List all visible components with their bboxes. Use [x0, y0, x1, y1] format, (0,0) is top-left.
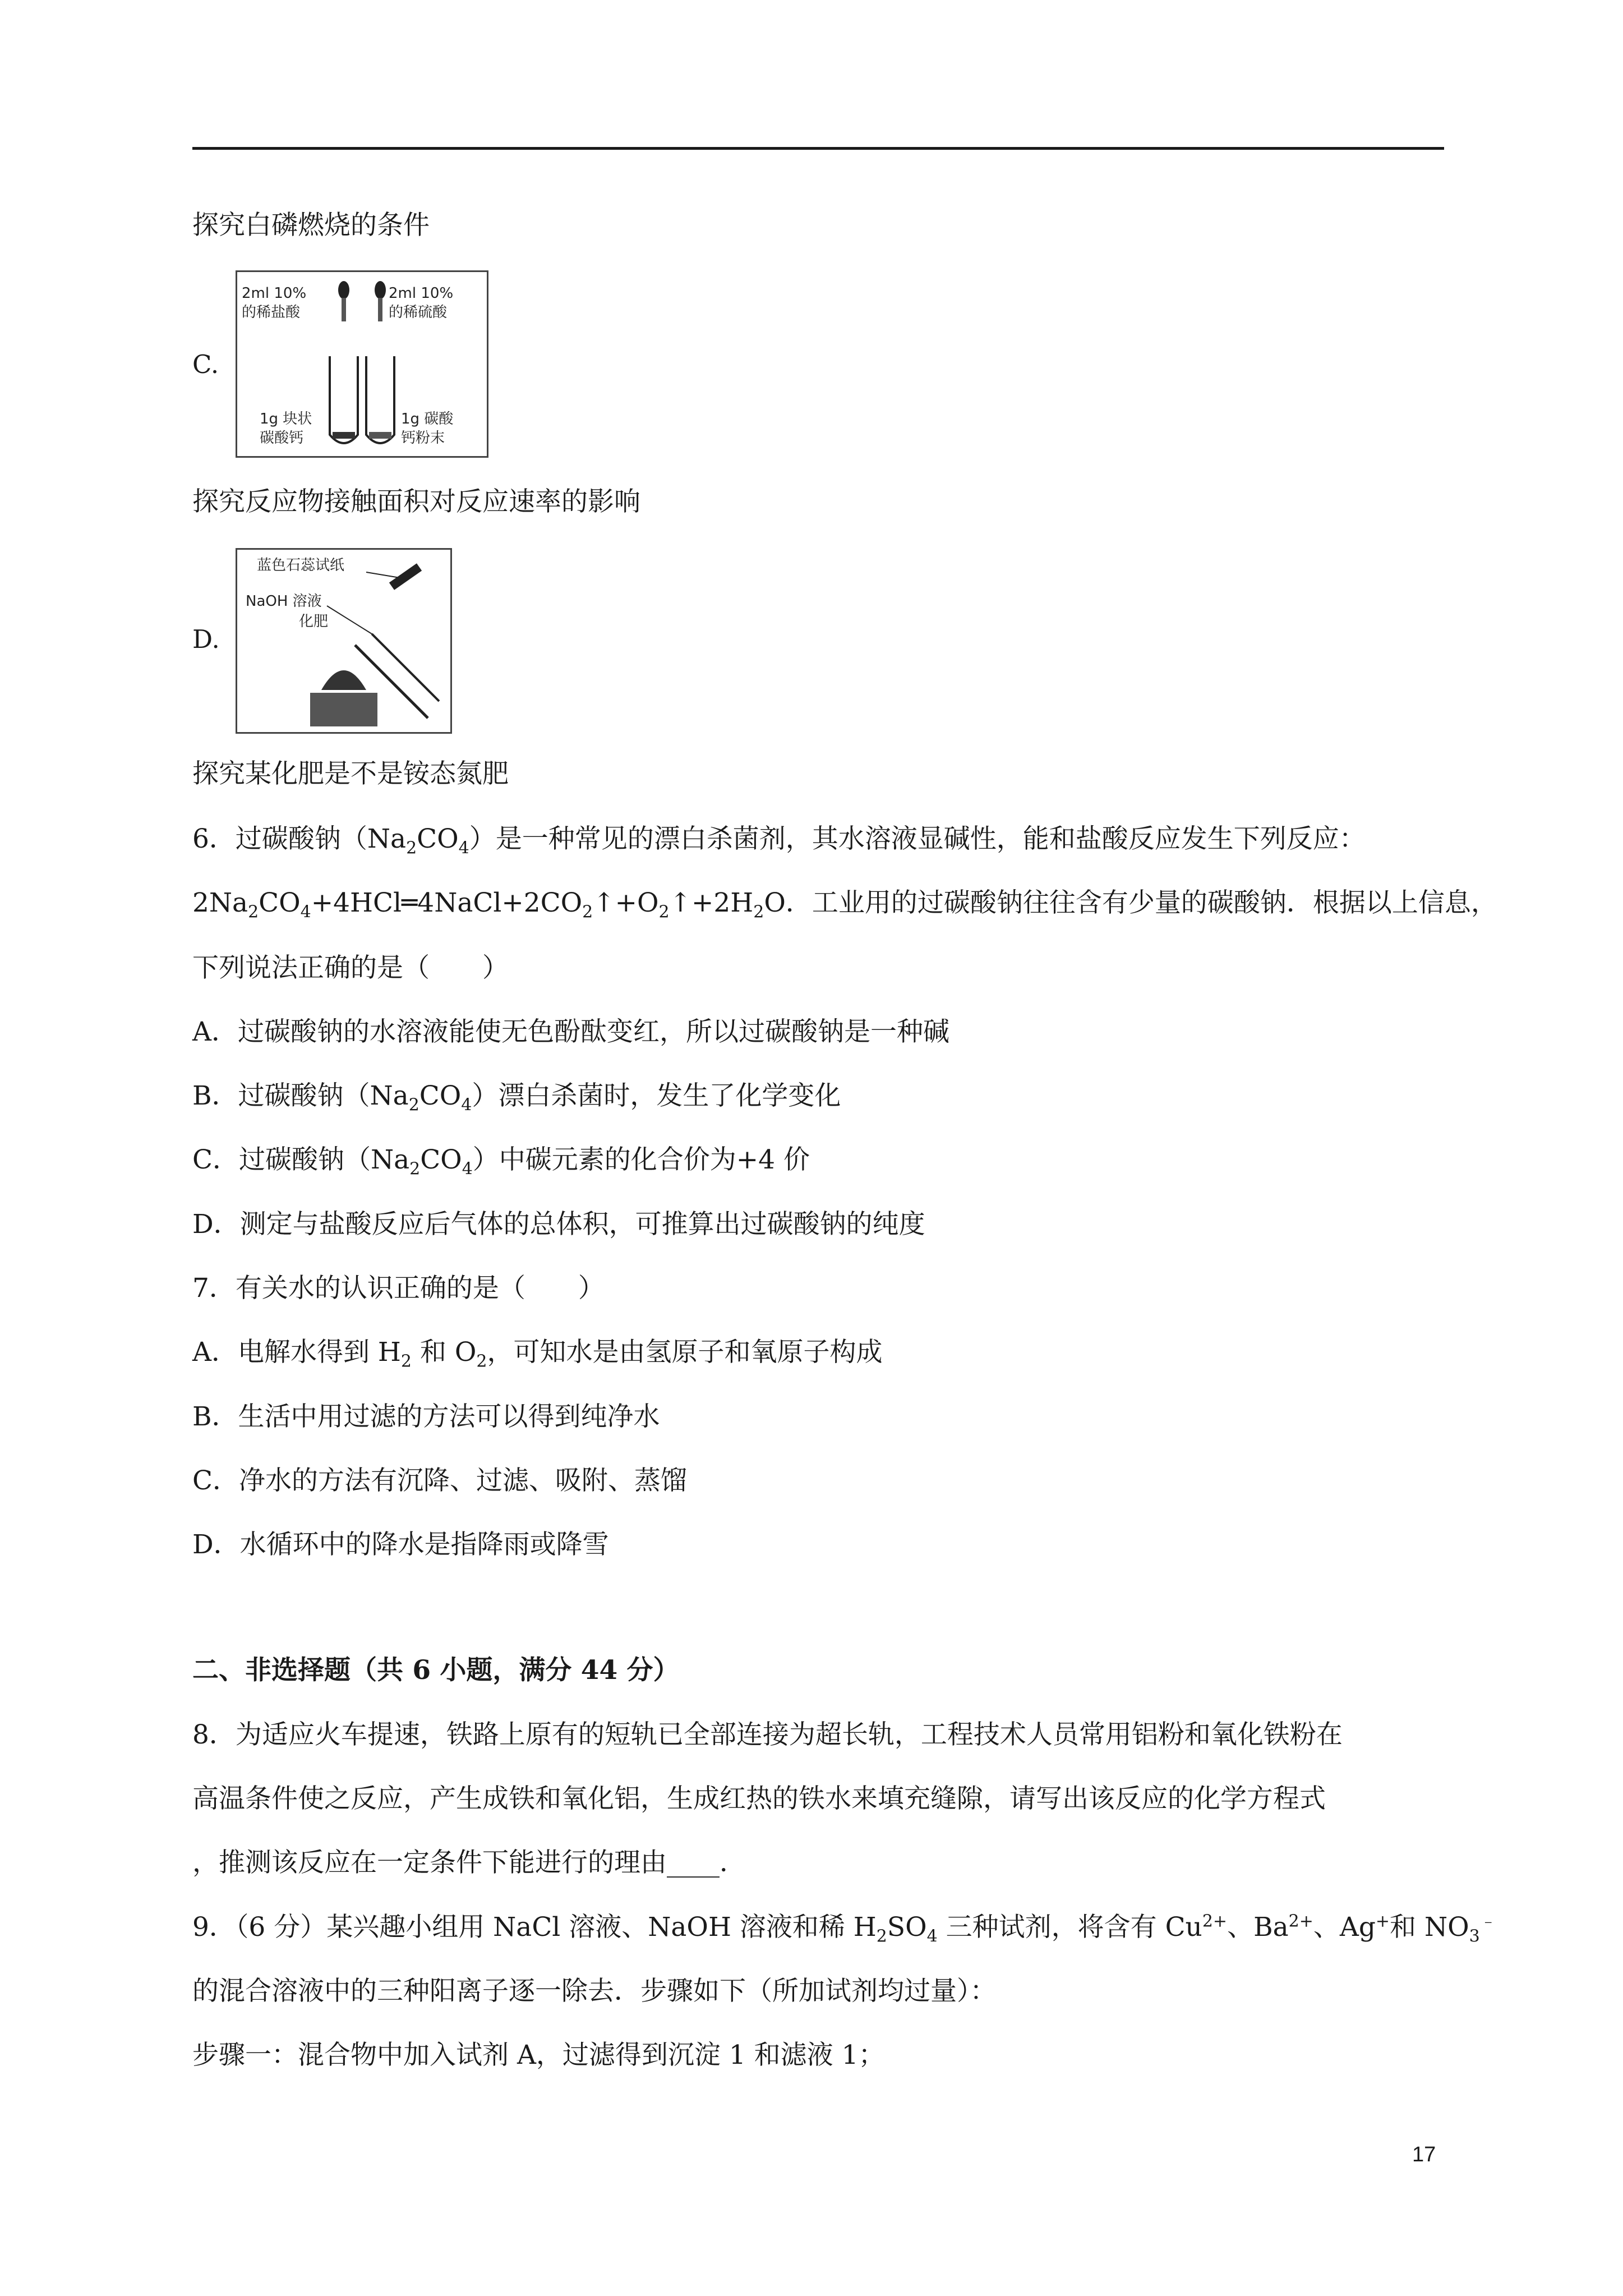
fig-c-left-label-2: 的稀盐酸: [242, 304, 301, 321]
option-c-caption: 探究反应物接触面积对反应速率的影响: [192, 486, 640, 517]
fig-c-right-label-1: 2ml 10%: [389, 285, 454, 302]
fig-c-right-label-2: 的稀硫酸: [389, 304, 448, 321]
option-c-label: C.: [192, 349, 219, 379]
fig-c-tube-right-2: 钙粉末: [401, 430, 445, 447]
fig-c-tube-left-2: 碳酸钙: [260, 430, 304, 447]
test-tube-icon: [330, 356, 358, 443]
question-9-step-1: 步骤一：混合物中加入试剂 A，过滤得到沉淀 1 和滤液 1；: [192, 2040, 885, 2070]
question-6-stem: 6．过碳酸钠$(Na_2CO_4)$是一种常见的漂白杀菌剂，其水溶液显碱性，能和盐酸反应发生下列反应：: [192, 823, 1366, 858]
question-7-stem: 7．有关水的认识正确的是（ ）: [192, 1273, 605, 1304]
option-b-caption: 探究白磷燃烧的条件: [192, 210, 430, 241]
question-8-line-1: 8．为适应火车提速，铁路上原有的短轨已全部连接为超长轨，工程技术人员常用铝粉和氧化铁粉在: [192, 1719, 1343, 1750]
fig-d-fert-label: 化肥: [299, 613, 329, 630]
question-6-option-c: C．过碳酸钠$(Na_2CO_4)$中碳元素的化合价为+4 价: [192, 1144, 810, 1179]
header-rule: [192, 147, 1444, 150]
question-7-option-b: B．生活中用过滤的方法可以得到纯净水: [192, 1401, 660, 1432]
fig-d-paper-label: 蓝色石蕊试纸: [257, 557, 345, 574]
section-2-heading: 二、非选择题（共 6 小题，满分 44 分）: [192, 1655, 680, 1686]
question-8-line-3: ，推测该反应在一定条件下能进行的理由____．: [192, 1847, 746, 1878]
option-d-caption: 探究某化肥是不是铵态氮肥: [192, 758, 509, 789]
question-7-option-c: C．净水的方法有沉降、过滤、吸附、蒸馏: [192, 1465, 687, 1496]
flame-icon: [321, 670, 366, 690]
question-7-option-a: A．电解水得到 $H_2$ 和 $O_2$，可知水是由氢原子和氧原子构成: [192, 1337, 883, 1372]
question-6-option-d: D．测定与盐酸反应后气体的总体积，可推算出过碳酸钠的纯度: [192, 1209, 925, 1240]
test-tube-icon: [366, 356, 394, 443]
question-6-equation: $2Na_2CO_4+4HCl═4NaCl+2CO_2↑+O_2↑+2H_2O$．工业用的过碳酸钠往往含有少量的碳酸钠．根据以上信息，: [192, 887, 1497, 922]
question-9-line-1: 9．（6 分）某兴趣小组用 NaCl 溶液、NaOH 溶液和稀 $H_2SO_4$ 三种试剂，将含有 $Cu^{2+}$、$Ba^{2+}$、Ag+和 $NO_3^﹣$: [192, 1911, 1497, 1947]
question-9-line-2: 的混合溶液中的三种阳离子逐一除去．步骤如下（所加试剂均过量）：: [192, 1976, 997, 2007]
fig-c-left-label-1: 2ml 10%: [242, 285, 307, 302]
figure-c: [236, 270, 488, 458]
question-8-line-2: 高温条件使之反应，产生成铁和氧化铝，生成红热的铁水来填充缝隙，请写出该反应的化学方程式: [192, 1783, 1326, 1814]
dropper-bulb-icon: [338, 281, 349, 299]
page-number: 17: [1412, 2143, 1436, 2166]
option-d-label: D.: [192, 624, 220, 654]
question-6-option-b: B．过碳酸钠$(Na_2CO_4)$漂白杀菌时，发生了化学变化: [192, 1080, 841, 1115]
dropper-bulb-icon: [375, 281, 386, 299]
fig-d-naoh-label: NaOH 溶液: [246, 593, 322, 610]
fig-c-tube-right-1: 1g 碳酸: [401, 411, 454, 427]
burner-icon: [310, 693, 377, 726]
question-6-option-a: A．过碳酸钠的水溶液能使无色酚酞变红，所以过碳酸钠是一种碱: [192, 1016, 949, 1047]
figure-d: [236, 548, 452, 734]
fig-c-tube-left-1: 1g 块状: [260, 411, 312, 427]
question-7-option-d: D．水循环中的降水是指降雨或降雪: [192, 1529, 609, 1560]
question-6-prompt: 下列说法正确的是（ ）: [192, 953, 509, 983]
